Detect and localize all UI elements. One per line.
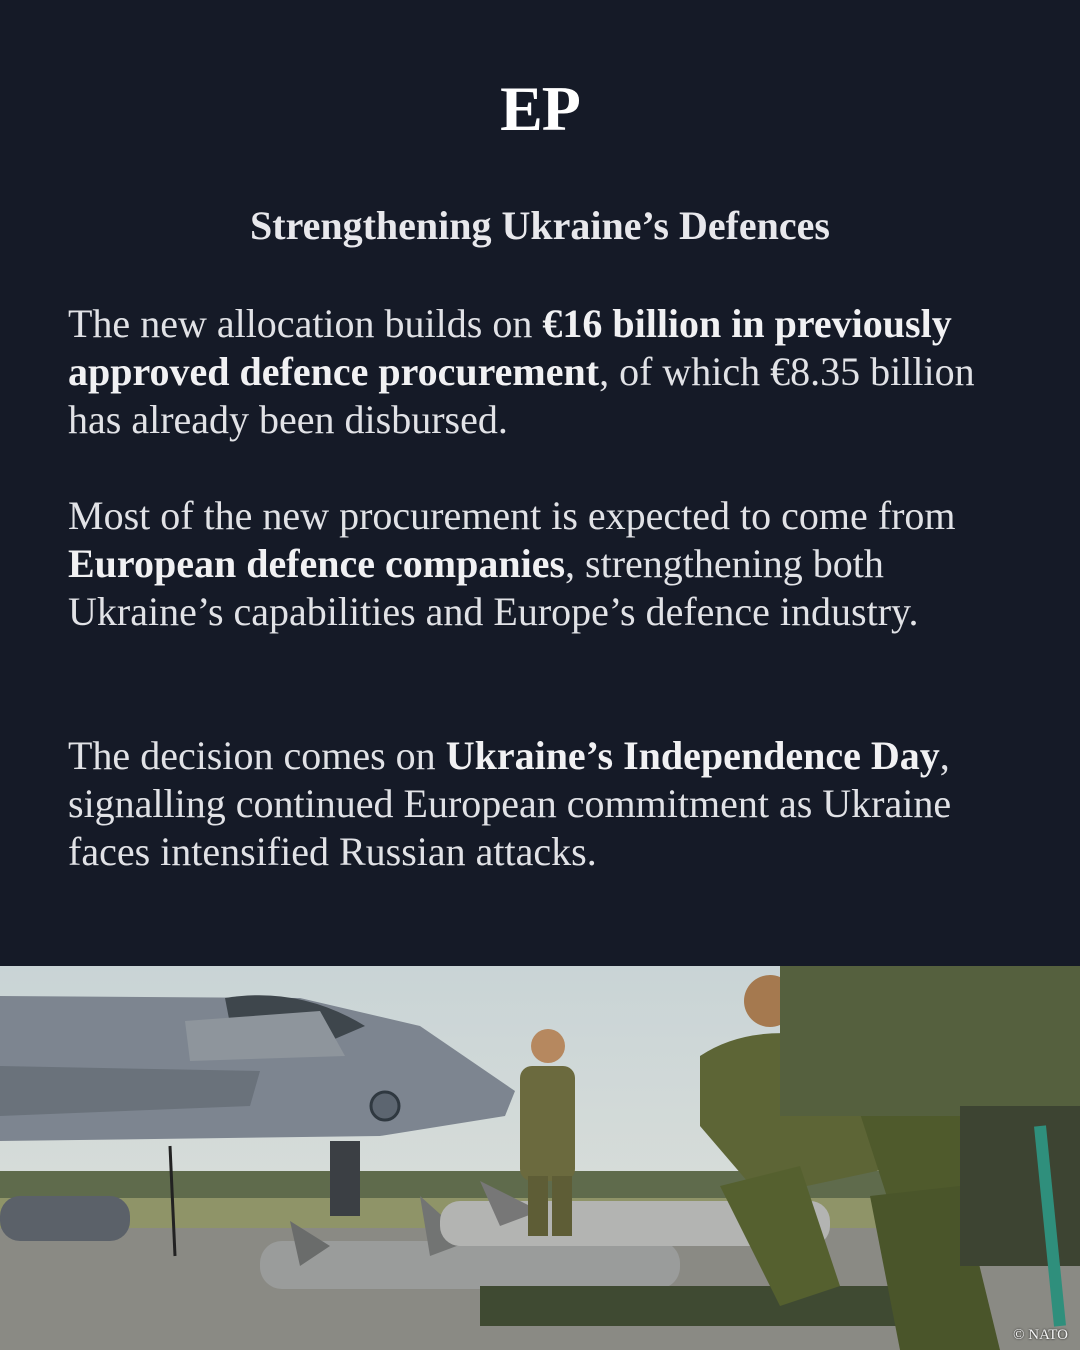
text-segment-bold: €16 billion in previously approved defence procurement: [68, 301, 952, 394]
paragraph-procurement: [68, 492, 1028, 636]
text-segment: , signalling continued European commitment as Ukraine faces intensified Russian attacks.: [68, 733, 952, 874]
text-segment-bold: Ukraine’s Independence Day: [445, 733, 940, 778]
text-segment-bold: European defence companies: [68, 541, 566, 586]
paragraph-allocation: [68, 300, 1028, 444]
text-segment: The new allocation builds on: [68, 301, 543, 346]
soldier-standing: [520, 1029, 575, 1236]
headline: Strengthening Ukraine’s Defences: [250, 203, 830, 248]
paragraph-independence-day: [68, 732, 1028, 876]
photo-illustration: [0, 966, 1080, 1350]
brand-logo: EP: [500, 73, 580, 144]
text-segment: , of which €8.35 billion has already been disbursed.: [68, 349, 975, 442]
text-segment: Most of the new procurement is expected to come from: [68, 493, 956, 538]
photo-credit: © NATO: [1013, 1327, 1068, 1343]
text-segment: , strengthening both Ukraine’s capabilities and Europe’s defence industry.: [68, 541, 919, 634]
text-segment: The decision comes on: [68, 733, 446, 778]
military-photo: [0, 966, 1080, 1350]
